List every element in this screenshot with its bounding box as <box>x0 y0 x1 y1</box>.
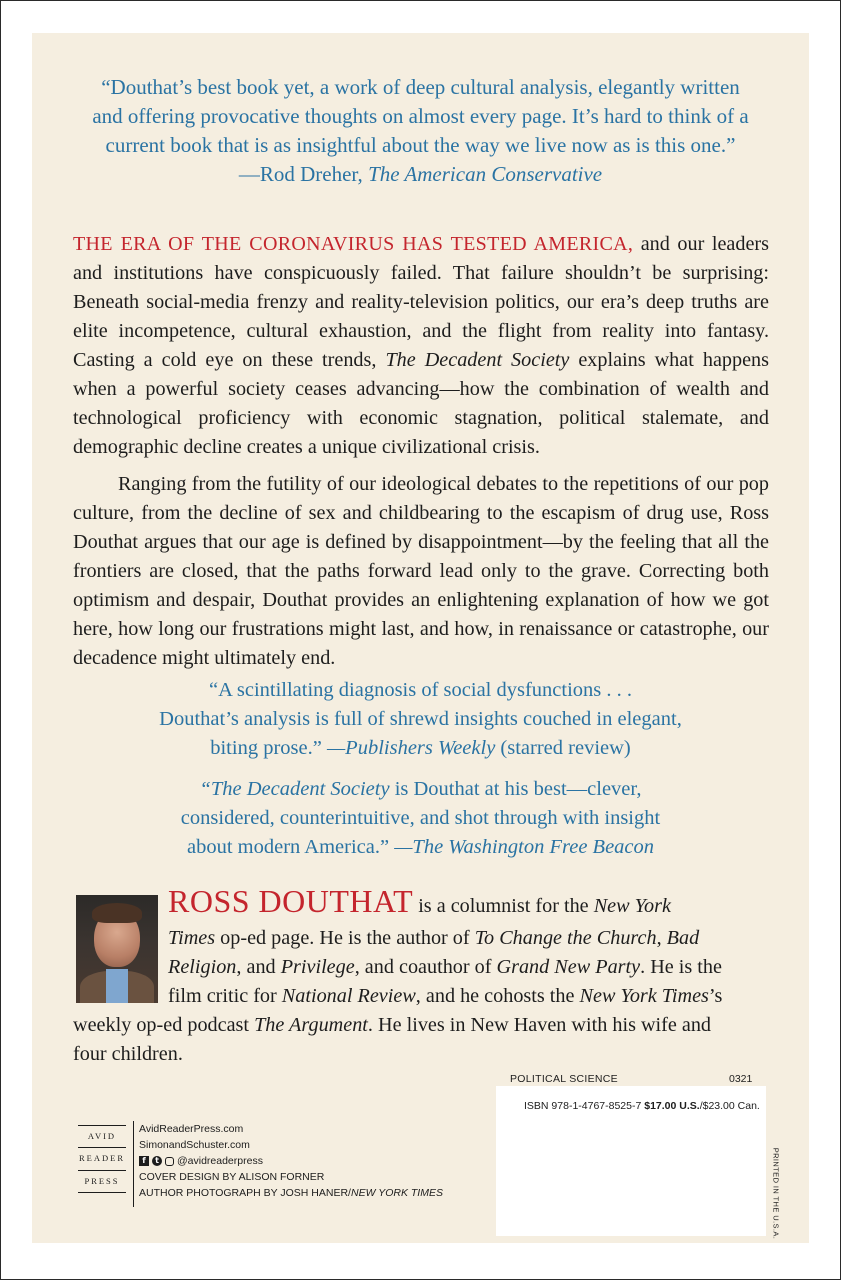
facebook-icon: f <box>139 1156 149 1166</box>
publisher-credits <box>139 1121 443 1201</box>
quote-line: about modern America.” —The Washington Free Beacon <box>186 836 655 858</box>
social-handle: @avidreaderpress <box>177 1155 263 1167</box>
publisher-website: AvidReaderPress.com <box>139 1123 244 1135</box>
photo-credit: AUTHOR PHOTOGRAPH BY JOSH HANER/NEW YORK TIMES <box>139 1187 443 1199</box>
quote-source: —Publishers Weekly <box>326 737 496 759</box>
price-code: 0321 <box>729 1073 753 1085</box>
quote-line: “The Decadent Society is Douthat at his best—clever, <box>199 778 642 800</box>
canadian-price: /$23.00 Can. <box>699 1100 760 1112</box>
quote-line: considered, counterintuitive, and shot through with insight <box>180 807 661 829</box>
logo-word: PRESS <box>84 1176 120 1186</box>
author-photo <box>76 895 158 1003</box>
endorsement-quote-publishers-weekly <box>72 676 769 763</box>
social-links <box>139 1153 443 1169</box>
book-title-italic: The Decadent Society <box>385 349 570 371</box>
bio-line: Times op-ed page. He is the author of To Change the Church, Bad <box>168 927 700 949</box>
cover-design-credit: COVER DESIGN BY ALISON FORNER <box>139 1171 325 1183</box>
twitter-icon: t <box>152 1156 162 1166</box>
endorsement-quote-free-beacon <box>72 775 769 862</box>
quote-line: current book that is as insightful about the way we live now as is this one.” <box>105 133 736 157</box>
quote-line: “Douthat’s best book yet, a work of deep cultural analysis, elegantly written <box>101 75 740 99</box>
logo-divider <box>133 1121 134 1207</box>
bio-line: film critic for National Review, and he cohosts the New York Times’s <box>168 985 723 1007</box>
quote-line: Douthat’s analysis is full of shrewd insights couched in elegant, <box>159 708 682 730</box>
book-description <box>73 230 769 673</box>
bio-line: four children. <box>73 1043 183 1065</box>
back-cover <box>32 33 809 1243</box>
bio-line: Religion, and Privilege, and coauthor of Grand New Party. He is the <box>168 956 722 978</box>
quote-source: —The Washington Free Beacon <box>394 836 655 858</box>
endorsement-quote-dreher <box>72 73 769 189</box>
barcode-area <box>496 1086 766 1236</box>
publisher-logo <box>74 1125 130 1195</box>
quote-line: “A scintillating diagnosis of social dysfunctions . . . <box>208 679 633 701</box>
description-lead-in: THE ERA OF THE CORONAVIRUS HAS TESTED AMERICA, <box>73 233 634 255</box>
author-name: ROSS DOUTHAT <box>168 883 414 919</box>
bio-line: ROSS DOUTHAT is a columnist for the New York <box>168 883 671 919</box>
quote-source: The American Conservative <box>368 162 603 186</box>
description-paragraph-1: THE ERA OF THE CORONAVIRUS HAS TESTED AMERICA, and our leaders and institutions have conspicuously failed. That failure shouldn’t be surprising: Beneath social-media frenzy and reality-television politics, our era’s deep truths are elite incompetence, cultural exhaustion, and the flight from reality into fantasy. Casting a cold eye on these trends, The Decadent Society explains what happens when a powerful society ceases advancing—how the combination of wealth and technological proficiency with economic stagnation, political stalemate, and demographic decline creates a unique civilizational crisis. <box>73 233 770 458</box>
instagram-icon <box>165 1157 174 1166</box>
isbn-line <box>524 1100 760 1112</box>
category-label: POLITICAL SCIENCE <box>510 1073 618 1085</box>
quote-attribution: —Rod Dreher, The American Conservative <box>238 162 603 186</box>
printed-in-usa: PRINTED IN THE U.S.A. <box>771 1147 781 1240</box>
bio-line: weekly op-ed podcast The Argument. He lives in New Haven with his wife and <box>73 1014 712 1036</box>
publisher-website: SimonandSchuster.com <box>139 1139 250 1151</box>
quote-line: biting prose.” —Publishers Weekly (starred review) <box>210 737 631 759</box>
quote-line: and offering provocative thoughts on almost every page. It’s hard to think of a <box>92 104 749 128</box>
book-title-italic: “The Decadent Society <box>199 778 390 800</box>
isbn-number: ISBN 978-1-4767-8525-7 <box>524 1100 642 1112</box>
logo-word: READER <box>79 1153 125 1163</box>
description-paragraph-2: Ranging from the futility of our ideological debates to the repetitions of our pop culture, from the decline of sex and childbearing to the escapism of drug use, Ross Douthat argues that our age is defined by disappointment—by the feeling that all the frontiers are closed, that the paths forward lead only to the grave. Correcting both optimism and despair, Douthat provides an enlightening explanation of how we got here, how long our frustrations might last, and how, in renaissance or catastrophe, our decadence might ultimately end. <box>73 473 769 669</box>
logo-word: AVID <box>87 1131 117 1141</box>
us-price: $17.00 U.S. <box>644 1100 700 1112</box>
